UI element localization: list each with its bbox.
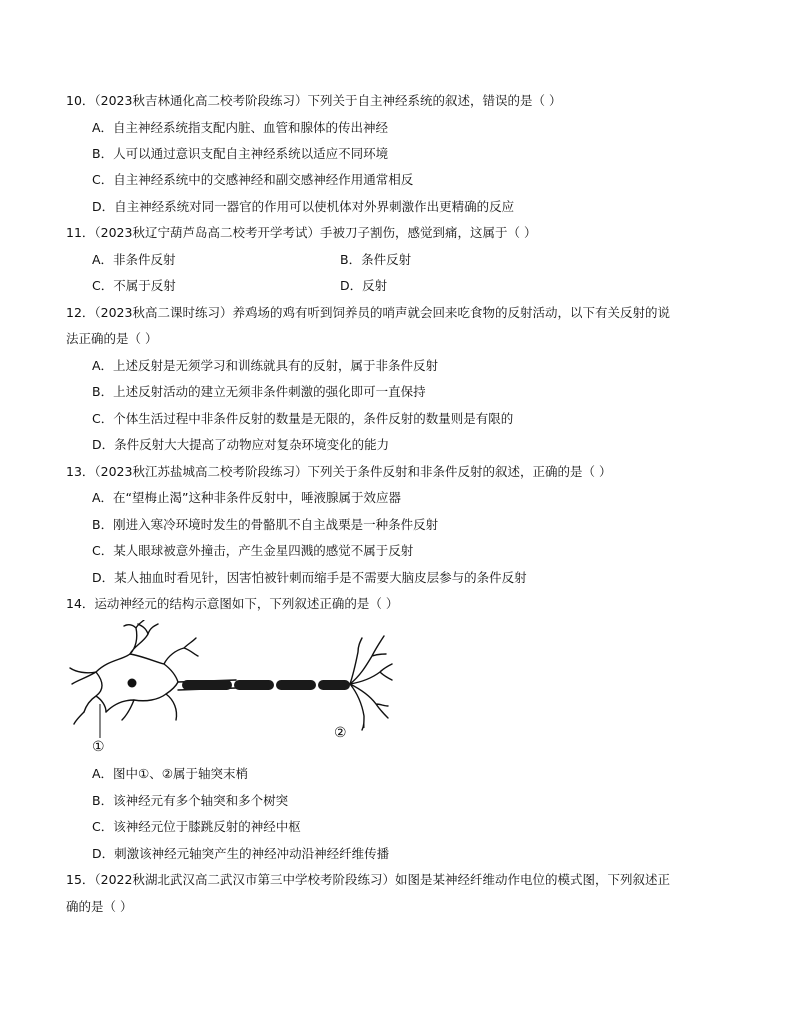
question-13-option-d: D．某人抽血时看见针，因害怕被针刺而缩手是不需要大脑皮层参与的条件反射 bbox=[92, 570, 527, 585]
motor-neuron-diagram bbox=[66, 620, 396, 760]
question-12-option-c: C．个体生活过程中非条件反射的数量是无限的，条件反射的数量则是有限的 bbox=[92, 411, 514, 426]
question-13-option-b: B．刚进入寒冷环境时发生的骨骼肌不自主战栗是一种条件反射 bbox=[92, 517, 439, 532]
question-13-stem: 13．（2023秋江苏盐城高二校考阶段练习）下列关于条件反射和非条件反射的叙述，正确的是（ ） bbox=[66, 464, 612, 479]
question-10-stem: 10．（2023秋吉林通化高二校考阶段练习）下列关于自主神经系统的叙述，错误的是（ ） bbox=[66, 93, 562, 108]
question-11-option-d: D．反射 bbox=[340, 278, 388, 293]
question-14-option-d: D．刺激该神经元轴突产生的神经冲动沿神经纤维传播 bbox=[92, 846, 390, 861]
question-12-option-a: A．上述反射是无须学习和训练就具有的反射，属于非条件反射 bbox=[92, 358, 439, 373]
question-14-option-b: B．该神经元有多个轴突和多个树突 bbox=[92, 793, 289, 808]
question-13-option-c: C．某人眼球被意外撞击，产生金星四溅的感觉不属于反射 bbox=[92, 543, 414, 558]
question-12-stem-line1: 12．（2023秋高二课时练习）养鸡场的鸡有听到饲养员的哨声就会回来吃食物的反射活动，以下有关反射的说 bbox=[66, 305, 670, 320]
question-14-option-a: A．图中①、②属于轴突末梢 bbox=[92, 766, 248, 781]
question-12-option-b: B．上述反射活动的建立无须非条件刺激的强化即可一直保持 bbox=[92, 384, 426, 399]
question-11-option-c: C．不属于反射 bbox=[92, 278, 176, 293]
figure-label-1: ① bbox=[92, 739, 105, 755]
question-10-option-a: A．自主神经系统指支配内脏、血管和腺体的传出神经 bbox=[92, 120, 389, 135]
question-14-option-c: C．该神经元位于膝跳反射的神经中枢 bbox=[92, 819, 301, 834]
question-15-stem-line1: 15．（2022秋湖北武汉高二武汉市第三中学校考阶段练习）如图是某神经纤维动作电位的模式图，下列叙述正 bbox=[66, 872, 670, 887]
question-13-option-a: A．在“望梅止渴”这种非条件反射中，唾液腺属于效应器 bbox=[92, 490, 402, 505]
question-12-option-d: D．条件反射大大提高了动物应对复杂环境变化的能力 bbox=[92, 437, 390, 452]
figure-label-2: ② bbox=[334, 725, 347, 741]
question-15-stem-line2: 确的是（ ） bbox=[66, 899, 133, 914]
question-11-option-b: B．条件反射 bbox=[340, 252, 412, 267]
question-11-stem: 11．（2023秋辽宁葫芦岛高二校考开学考试）手被刀子割伤，感觉到痛，这属于（ ） bbox=[66, 225, 537, 240]
question-10-option-b: B．人可以通过意识支配自主神经系统以适应不同环境 bbox=[92, 146, 389, 161]
question-10-option-c: C．自主神经系统中的交感神经和副交感神经作用通常相反 bbox=[92, 172, 414, 187]
question-10-option-d: D．自主神经系统对同一器官的作用可以使机体对外界刺激作出更精确的反应 bbox=[92, 199, 515, 214]
question-11-option-a: A．非条件反射 bbox=[92, 252, 176, 267]
question-12-stem-line2: 法正确的是（ ） bbox=[66, 331, 158, 346]
question-14-stem: 14．运动神经元的结构示意图如下，下列叙述正确的是（ ） bbox=[66, 596, 399, 611]
